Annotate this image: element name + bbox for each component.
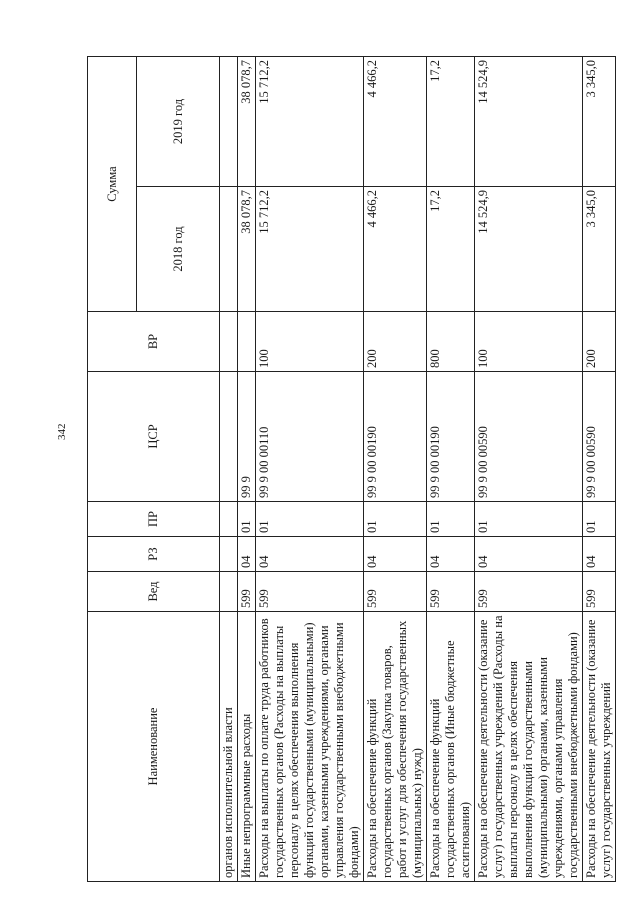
cell-y2019 (220, 57, 238, 187)
cell-y2019: 14 524,9 (475, 57, 583, 187)
cell-csr: 99 9 00 00590 (583, 372, 616, 502)
cell-ved: 599 (427, 572, 475, 612)
cell-ved: 599 (256, 572, 364, 612)
rotated-page (87, 57, 627, 882)
cell-y2018: 4 466,2 (364, 187, 427, 312)
cell-y2019: 38 078,7 (238, 57, 256, 187)
cell-vr: 100 (475, 312, 583, 372)
cell-csr: 99 9 00 00110 (256, 372, 364, 502)
cell-vr: 100 (256, 312, 364, 372)
cell-csr: 99 9 00 00590 (475, 372, 583, 502)
cell-vr: 200 (364, 312, 427, 372)
cell-rz (220, 537, 238, 572)
cell-pr: 01 (238, 502, 256, 537)
cell-rz: 04 (256, 537, 364, 572)
cell-rz: 04 (475, 537, 583, 572)
cell-name: Расходы на обеспечение деятельности (оказание услуг) государственных учреждений (Расходы на выплаты персоналу в целях обеспечения выполнения функций государственными (муниципальными) органами, казенными учреждениями, органами управления государственными внебюджетными фондами) (475, 612, 583, 882)
header-vr: ВР (88, 312, 220, 372)
header-csr: ЦСР (88, 372, 220, 502)
cell-csr: 99 9 00 00190 (427, 372, 475, 502)
header-pr: ПР (88, 502, 220, 537)
cell-pr: 01 (475, 502, 583, 537)
cell-ved: 599 (583, 572, 616, 612)
table-row (220, 57, 238, 882)
header-name: Наименование (88, 612, 220, 882)
cell-name: Расходы на обеспечение функций государственных органов (Иные бюджетные ассигнования) (427, 612, 475, 882)
cell-y2019: 4 466,2 (364, 57, 427, 187)
cell-rz: 04 (238, 537, 256, 572)
table-row (364, 57, 427, 882)
cell-pr: 01 (256, 502, 364, 537)
cell-y2018: 15 712,2 (256, 187, 364, 312)
budget-table (87, 56, 616, 882)
cell-csr (220, 372, 238, 502)
cell-pr: 01 (364, 502, 427, 537)
cell-pr: 01 (427, 502, 475, 537)
cell-rz: 04 (583, 537, 616, 572)
table-row (427, 57, 475, 882)
table-row (256, 57, 364, 882)
cell-y2018: 17,2 (427, 187, 475, 312)
cell-name: Иные непрограммные расходы (238, 612, 256, 882)
cell-ved: 599 (475, 572, 583, 612)
header-2018: 2018 год (137, 187, 220, 312)
cell-name: Расходы на выплаты по оплате труда работников государственных органов (Расходы на выплаты персоналу в целях обеспечения выполнения функций государственными (муниципальными) органами, казенными учреждениями, органами управления государственными внебюджетными фондами) (256, 612, 364, 882)
page-number: 342 (56, 423, 68, 440)
cell-y2018: 3 345,0 (583, 187, 616, 312)
cell-vr: 800 (427, 312, 475, 372)
header-rz: РЗ (88, 537, 220, 572)
cell-name: Расходы на обеспечение функций государственных органов (Закупка товаров, работ и услуг для обеспечения государственных (муниципальных) нужд) (364, 612, 427, 882)
table-row (475, 57, 583, 882)
cell-csr: 99 9 (238, 372, 256, 502)
cell-rz: 04 (364, 537, 427, 572)
cell-y2019: 3 345,0 (583, 57, 616, 187)
cell-pr (220, 502, 238, 537)
cell-name: органов исполнительной власти (220, 612, 238, 882)
cell-csr: 99 9 00 00190 (364, 372, 427, 502)
cell-y2019: 15 712,2 (256, 57, 364, 187)
header-sum: Сумма (88, 57, 137, 312)
cell-y2018 (220, 187, 238, 312)
cell-rz: 04 (427, 537, 475, 572)
cell-name: Расходы на обеспечение деятельности (оказание услуг) государственных учреждений (583, 612, 616, 882)
table-row (238, 57, 256, 882)
cell-ved (220, 572, 238, 612)
cell-ved: 599 (238, 572, 256, 612)
table-row (583, 57, 616, 882)
cell-y2018: 14 524,9 (475, 187, 583, 312)
cell-y2018: 38 078,7 (238, 187, 256, 312)
cell-vr: 200 (583, 312, 616, 372)
header-2019: 2019 год (137, 57, 220, 187)
cell-ved: 599 (364, 572, 427, 612)
header-ved: Вед (88, 572, 220, 612)
cell-y2019: 17,2 (427, 57, 475, 187)
cell-vr (220, 312, 238, 372)
cell-vr (238, 312, 256, 372)
cell-pr: 01 (583, 502, 616, 537)
